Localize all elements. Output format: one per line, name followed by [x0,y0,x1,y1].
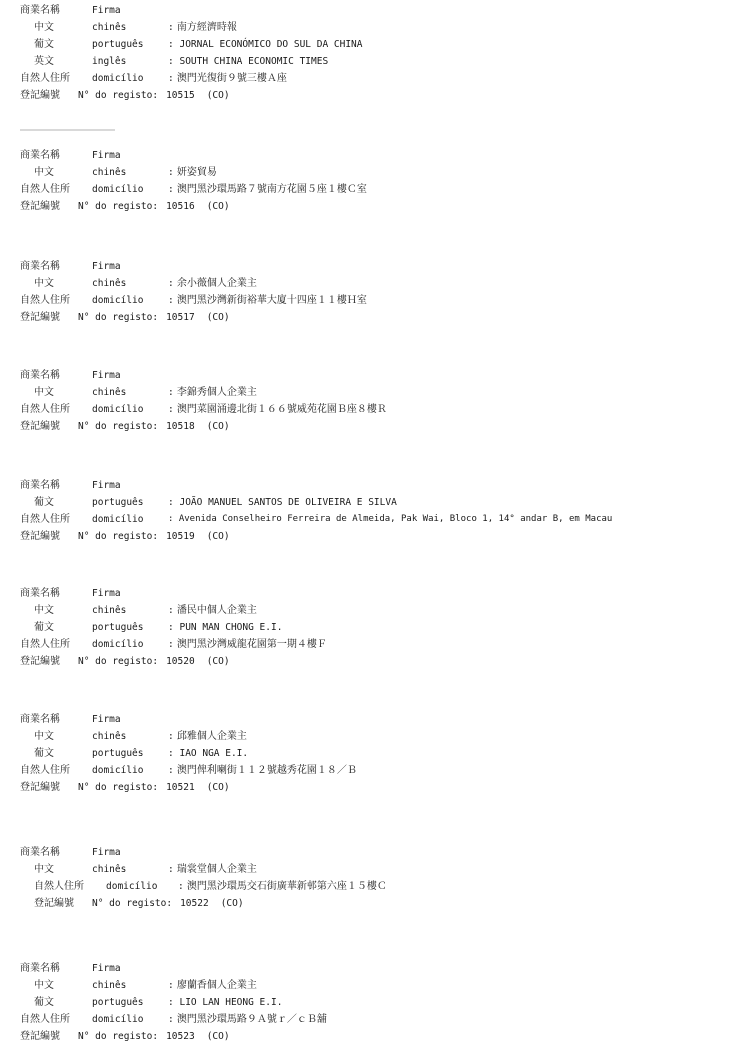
domicile-value: : 澳門黑沙灣新街裕華大廈十四座１１樓Ｈ室 [168,295,367,306]
domicile-label-pt: domicílio [92,1014,144,1025]
domicile-label-pt: domicílio [92,765,144,776]
registo-label-zh: 登記編號 [20,782,60,793]
registo-line: N° do registo: 10520 (CO) [78,656,230,667]
registo-code: (CO) [206,1031,230,1042]
domicile-label-pt: domicílio [92,73,144,84]
firma-label-zh: 商業名稱 [20,714,60,725]
registo-label-zh: 登記編號 [20,531,60,542]
registo-number: 10520 [166,656,195,667]
registo-number: 10515 [166,90,195,101]
portuguese-name-value: : PUN MAN CHONG E.I. [168,622,283,633]
portuguese-name-row [20,36,720,53]
firma-label-pt: Firma [92,847,121,858]
registry-entry [20,477,720,545]
portuguese-name-value: : JORNAL ECONÓMICO DO SUL DA CHINA [168,39,363,50]
registry-entry [20,2,720,104]
firma-label-pt: Firma [92,370,121,381]
registo-row [20,779,720,796]
chinese-name-value: : 南方經濟時報 [168,22,237,33]
chinese-label-pt: chinês [92,605,127,616]
domicile-row [20,292,720,309]
english-label-pt: inglês [92,56,127,67]
firma-label-pt: Firma [92,480,121,491]
domicile-label-zh: 自然人住所 [20,514,70,525]
domicile-label-zh: 自然人住所 [20,73,70,84]
registo-line: N° do registo: 10523 (CO) [78,1031,230,1042]
portuguese-name-row [20,745,720,762]
firma-row [20,367,720,384]
domicile-value: : 澳門黑沙環馬路７號南方花園５座１樓Ｃ室 [168,184,367,195]
firma-label-zh: 商業名稱 [20,588,60,599]
domicile-value: : 澳門黑沙灣威龍花園第一期４樓Ｆ [168,639,327,650]
domicile-label-zh: 自然人住所 [20,765,70,776]
registo-label-zh: 登記編號 [20,312,60,323]
registo-row [20,418,720,435]
portuguese-name-row [20,494,720,511]
chinese-name-row [20,728,720,745]
registo-code: (CO) [220,898,244,909]
registo-label-zh: 登記編號 [20,201,60,212]
portuguese-label-zh: 葡文 [34,622,54,633]
registo-row [20,1028,720,1045]
registo-label-zh: 登記編號 [20,656,60,667]
chinese-name-row [20,861,720,878]
domicile-label-zh: 自然人住所 [34,881,84,892]
registo-number: 10521 [166,782,195,793]
portuguese-label-zh: 葡文 [34,39,54,50]
registo-number: 10518 [166,421,195,432]
chinese-name-value: : 妍姿貿易 [168,167,217,178]
domicile-value: : 澳門光復街９號三樓Ａ座 [168,73,287,84]
chinese-name-row [20,19,720,36]
registo-number: 10519 [166,531,195,542]
chinese-name-value: : 李錦秀個人企業主 [168,387,257,398]
chinese-label-zh: 中文 [34,731,54,742]
registo-code: (CO) [206,312,230,323]
firma-label-zh: 商業名稱 [20,480,60,491]
portuguese-label-zh: 葡文 [34,997,54,1008]
english-name-row [20,53,720,70]
firma-row [20,711,720,728]
portuguese-label-zh: 葡文 [34,497,54,508]
registry-entry [20,367,720,435]
domicile-label-pt: domicílio [92,639,144,650]
registo-code: (CO) [206,421,230,432]
chinese-name-value: : 廖蘭香個人企業主 [168,980,257,991]
firma-row [20,960,720,977]
registo-row [20,895,720,912]
registo-row [20,87,720,104]
chinese-name-row [20,275,720,292]
portuguese-name-value: : LIO LAN HEONG E.I. [168,997,283,1008]
domicile-row [20,511,720,528]
domicile-row [20,1011,720,1028]
registo-code: (CO) [206,656,230,667]
chinese-label-zh: 中文 [34,980,54,991]
domicile-label-zh: 自然人住所 [20,639,70,650]
chinese-name-row [20,977,720,994]
chinese-name-row [20,164,720,181]
english-name-value: : SOUTH CHINA ECONOMIC TIMES [168,56,329,67]
scan-smudge [20,129,115,131]
registo-line: N° do registo: 10519 (CO) [78,531,230,542]
firma-row [20,258,720,275]
registo-label-zh: 登記編號 [34,898,74,909]
domicile-label-zh: 自然人住所 [20,184,70,195]
domicile-label-zh: 自然人住所 [20,1014,70,1025]
registo-number: 10522 [180,898,209,909]
domicile-label-zh: 自然人住所 [20,295,70,306]
firma-row [20,585,720,602]
portuguese-name-row [20,619,720,636]
chinese-name-row [20,602,720,619]
domicile-label-pt: domicílio [92,184,144,195]
firma-label-zh: 商業名稱 [20,261,60,272]
portuguese-label-zh: 葡文 [34,748,54,759]
registry-entry [20,258,720,326]
registo-line: N° do registo: 10518 (CO) [78,421,230,432]
registo-code: (CO) [206,782,230,793]
chinese-label-pt: chinês [92,864,127,875]
registo-number: 10523 [166,1031,195,1042]
portuguese-label-pt: português [92,39,144,50]
firma-row [20,2,720,19]
domicile-value: : 澳門菜園涌邊北街１６６號威苑花園Ｂ座８樓Ｒ [168,404,387,415]
chinese-label-zh: 中文 [34,605,54,616]
firma-label-pt: Firma [92,5,121,16]
domicile-row [20,70,720,87]
registo-row [20,653,720,670]
registry-entry [20,844,720,912]
chinese-name-value: : 邱雅個人企業主 [168,731,247,742]
domicile-value: : Avenida Conselheiro Ferreira de Almeida, Pak Wai, Bloco 1, 14° andar B, em Macau [168,514,613,524]
portuguese-label-pt: português [92,622,144,633]
registo-row [20,528,720,545]
chinese-label-zh: 中文 [34,22,54,33]
chinese-name-value: : 潘民中個人企業主 [168,605,257,616]
registo-line: N° do registo: 10522 (CO) [92,898,244,909]
registo-line: N° do registo: 10521 (CO) [78,782,230,793]
domicile-row [20,762,720,779]
chinese-label-pt: chinês [92,278,127,289]
domicile-label-pt: domicílio [92,514,144,525]
registo-row [20,309,720,326]
registo-label-zh: 登記編號 [20,421,60,432]
registry-entry [20,960,720,1045]
firma-label-zh: 商業名稱 [20,370,60,381]
registo-line: N° do registo: 10516 (CO) [78,201,230,212]
domicile-row [20,401,720,418]
firma-label-pt: Firma [92,261,121,272]
firma-label-pt: Firma [92,963,121,974]
domicile-label-pt: domicílio [106,881,158,892]
registo-number: 10516 [166,201,195,212]
domicile-row [20,636,720,653]
domicile-row [20,878,720,895]
chinese-label-pt: chinês [92,980,127,991]
firma-row [20,147,720,164]
chinese-label-zh: 中文 [34,167,54,178]
firma-label-pt: Firma [92,588,121,599]
registo-line: N° do registo: 10517 (CO) [78,312,230,323]
firma-row [20,844,720,861]
firma-label-pt: Firma [92,150,121,161]
english-label-zh: 英文 [34,56,54,67]
portuguese-name-row [20,994,720,1011]
domicile-value: : 澳門俾利喇街１１２號越秀花園１８／Ｂ [168,765,357,776]
portuguese-label-pt: português [92,748,144,759]
registry-entry [20,147,720,215]
firma-row [20,477,720,494]
firma-label-zh: 商業名稱 [20,150,60,161]
domicile-label-zh: 自然人住所 [20,404,70,415]
domicile-label-pt: domicílio [92,404,144,415]
registo-code: (CO) [206,90,230,101]
firma-label-zh: 商業名稱 [20,847,60,858]
domicile-value: : 澳門黑沙環馬路９Ａ號ｒ／ｃＢ舖 [168,1014,327,1025]
chinese-label-pt: chinês [92,387,127,398]
registo-code: (CO) [206,201,230,212]
chinese-name-value: : 瑞裳堂個人企業主 [168,864,257,875]
firma-label-zh: 商業名稱 [20,5,60,16]
portuguese-label-pt: português [92,497,144,508]
portuguese-label-pt: português [92,997,144,1008]
portuguese-name-value: : JOÃO MANUEL SANTOS DE OLIVEIRA E SILVA [168,497,397,508]
registry-entry [20,585,720,670]
registo-number: 10517 [166,312,195,323]
firma-label-zh: 商業名稱 [20,963,60,974]
domicile-row [20,181,720,198]
domicile-value: : 澳門黑沙環馬交石街廣華新邨第六座１５樓Ｃ [178,881,387,892]
chinese-label-pt: chinês [92,22,127,33]
chinese-label-zh: 中文 [34,278,54,289]
registo-label-zh: 登記編號 [20,1031,60,1042]
registo-label-zh: 登記編號 [20,90,60,101]
chinese-name-value: : 余小薇個人企業主 [168,278,257,289]
chinese-label-zh: 中文 [34,864,54,875]
firma-label-pt: Firma [92,714,121,725]
registo-line: N° do registo: 10515 (CO) [78,90,230,101]
registo-row [20,198,720,215]
registry-entry [20,711,720,796]
chinese-name-row [20,384,720,401]
chinese-label-pt: chinês [92,167,127,178]
portuguese-name-value: : IAO NGA E.I. [168,748,249,759]
chinese-label-zh: 中文 [34,387,54,398]
domicile-label-pt: domicílio [92,295,144,306]
registo-code: (CO) [206,531,230,542]
chinese-label-pt: chinês [92,731,127,742]
